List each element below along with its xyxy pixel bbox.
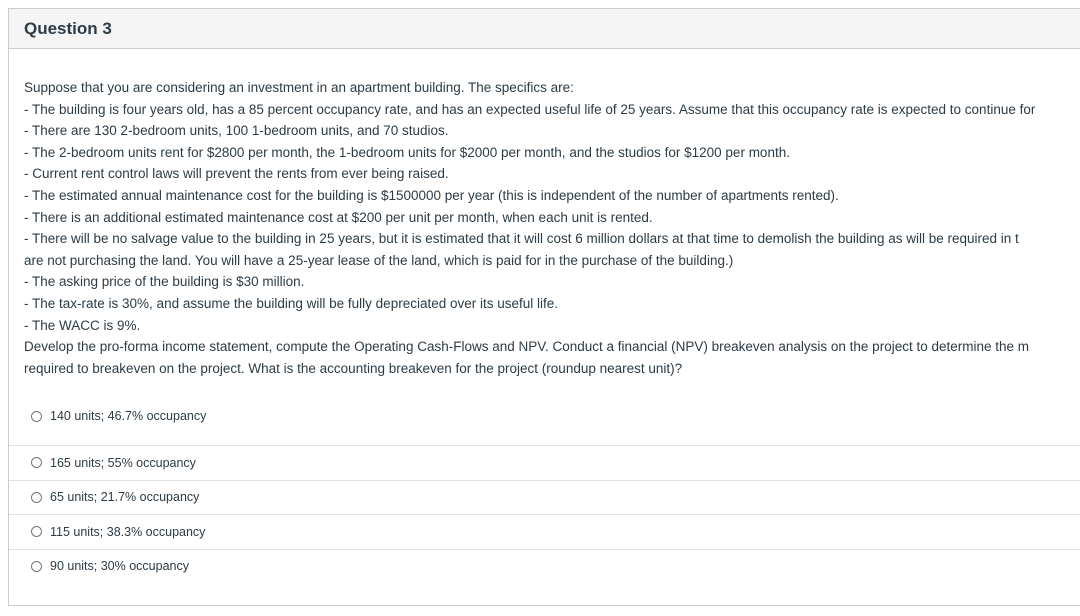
spec-line: - There is an additional estimated maintenance cost at $200 per unit per month, when each unit is rented.	[24, 209, 653, 225]
answer-label: 65 units; 21.7% occupancy	[50, 490, 200, 505]
radio-button[interactable]	[31, 492, 42, 503]
spec-line: - The building is four years old, has a 85 percent occupancy rate, and has an expected useful life of 25 years. Assume that this occupancy rate is expected to continue for	[24, 101, 1036, 117]
answer-label: 140 units; 46.7% occupancy	[50, 409, 207, 423]
answer-option[interactable]	[9, 399, 1080, 445]
answer-label: 165 units; 55% occupancy	[50, 455, 196, 470]
spec-line: - The estimated annual maintenance cost for the building is $1500000 per year (this is independent of the number of apartments rented).	[24, 187, 839, 203]
question-intro: Suppose that you are considering an investment in an apartment building. The specifics are:	[24, 80, 574, 95]
spec-line: - The tax-rate is 30%, and assume the building will be fully depreciated over its useful life.	[24, 295, 559, 311]
question-body	[24, 77, 1080, 379]
answer-option[interactable]	[9, 445, 1080, 480]
spec-line: - The 2-bedroom units rent for $2800 per month, the 1-bedroom units for $2000 per month, and the studios for $1200 per month.	[24, 144, 790, 160]
answer-option[interactable]	[9, 480, 1080, 515]
answer-label: 90 units; 30% occupancy	[50, 559, 189, 574]
spec-line: - The WACC is 9%.	[24, 317, 141, 333]
question-prompt-line: Develop the pro-forma income statement, compute the Operating Cash-Flows and NPV. Conduct a financial (NPV) breakeven analysis on the project to determine the m	[24, 339, 1030, 355]
radio-button[interactable]	[31, 457, 42, 468]
question-card	[8, 8, 1080, 606]
spec-line: - There will be no salvage value to the building in 25 years, but it is estimated that it will cost 6 million dollars at that time to demolish the building as will be required in t	[24, 231, 1019, 247]
radio-button[interactable]	[31, 526, 42, 537]
answer-label: 115 units; 38.3% occupancy	[50, 524, 206, 539]
spec-line: - There are 130 2-bedroom units, 100 1-bedroom units, and 70 studios.	[24, 123, 449, 139]
question-title: Question 3	[24, 18, 112, 38]
radio-button[interactable]	[31, 561, 42, 572]
question-header	[9, 9, 1080, 49]
question-prompt-line: required to breakeven on the project. What is the accounting breakeven for the project (roundup nearest unit)?	[24, 360, 683, 376]
spec-line: - The asking price of the building is $30 million.	[24, 274, 305, 290]
spec-line: are not purchasing the land. You will have a 25-year lease of the land, which is paid for in the purchase of the building.)	[24, 252, 734, 268]
spec-line: - Current rent control laws will prevent the rents from ever being raised.	[24, 166, 449, 182]
answer-option[interactable]	[9, 549, 1080, 584]
answer-list	[9, 399, 1080, 583]
radio-button[interactable]	[31, 411, 42, 422]
answer-option[interactable]	[9, 514, 1080, 549]
